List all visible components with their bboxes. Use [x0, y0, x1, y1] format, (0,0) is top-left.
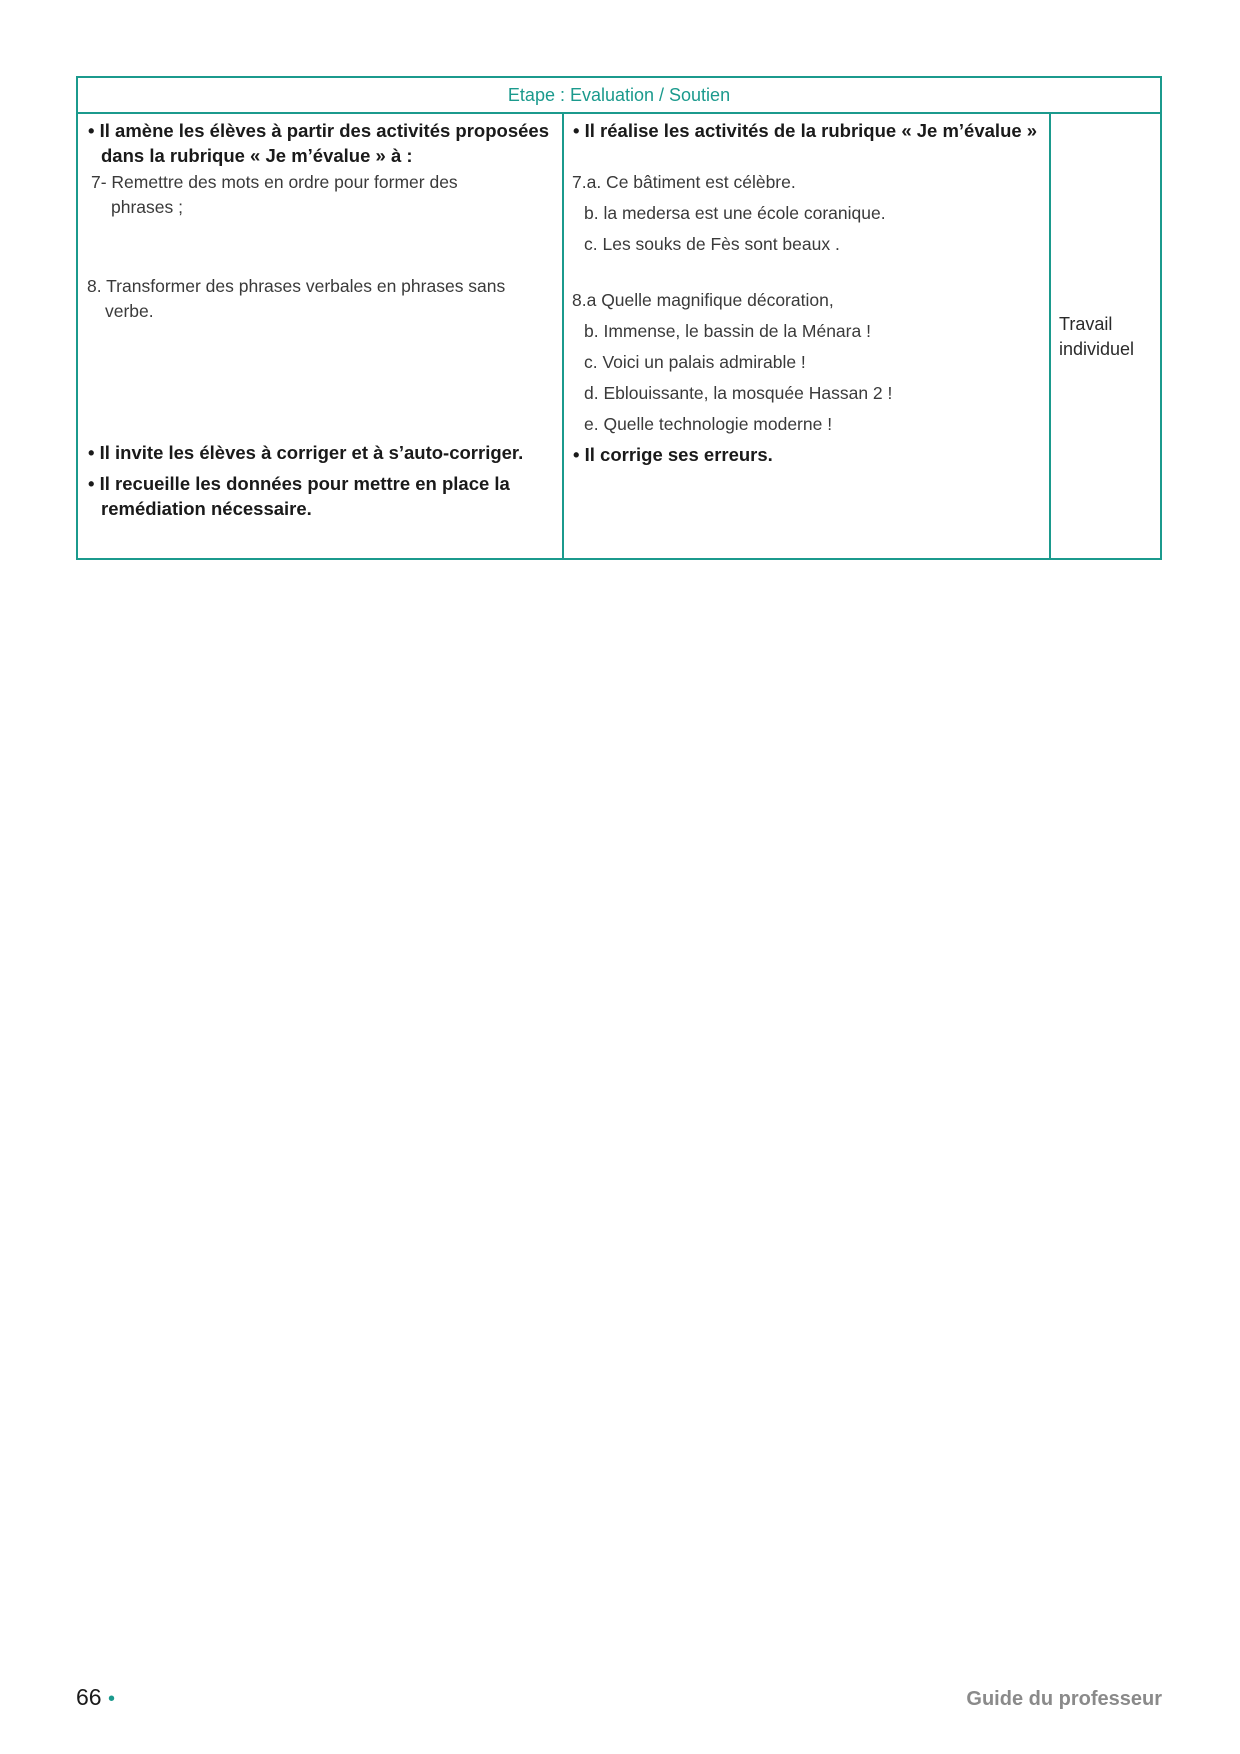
teacher-collect: • Il recueille les données pour mettre en place la remédiation nécessaire. [88, 473, 510, 519]
stage-header: Etape : Evaluation / Soutien [78, 78, 1160, 114]
work-mode-line-2: individuel [1059, 339, 1135, 359]
evaluation-table [76, 76, 1162, 560]
student-correct: • Il corrige ses erreurs. [573, 444, 773, 465]
work-mode-column [1051, 114, 1160, 558]
work-mode-line-1: Travail [1059, 314, 1113, 334]
answer-7c: c. Les souks de Fès sont beaux . [584, 234, 840, 254]
table-row [78, 114, 1160, 558]
teacher-column [78, 114, 564, 558]
page-number-text: 66 [76, 1684, 102, 1710]
footer-bullet: • [107, 1688, 115, 1710]
answer-8c: c. Voici un palais admirable ! [584, 352, 806, 372]
answer-8b: b. Immense, le bassin de la Ménara ! [584, 321, 871, 341]
student-intro: • Il réalise les activités de la rubrique « Je m’évalue » [573, 120, 1038, 141]
answer-8a: 8.a Quelle magnifique décoration, [572, 290, 834, 310]
answer-7a: 7.a. Ce bâtiment est célèbre. [572, 172, 796, 192]
student-column [564, 114, 1051, 558]
answer-8d: d. Eblouissante, la mosquée Hassan 2 ! [584, 383, 893, 403]
teacher-intro: • Il amène les élèves à partir des activités proposées dans la rubrique « Je m’évalue » à : [88, 120, 549, 166]
page-number [76, 1684, 115, 1711]
teacher-task-8: 8. Transformer des phrases verbales en phrases sans verbe. [87, 276, 506, 321]
answer-8e: e. Quelle technologie moderne ! [584, 414, 833, 434]
teacher-task-7: 7- Remettre des mots en ordre pour former des phrases ; [91, 172, 458, 217]
footer-title: Guide du professeur [966, 1688, 1162, 1710]
teacher-correct: • Il invite les élèves à corriger et à s’auto-corriger. [88, 442, 524, 463]
answer-7b: b. la medersa est une école coranique. [584, 203, 886, 223]
